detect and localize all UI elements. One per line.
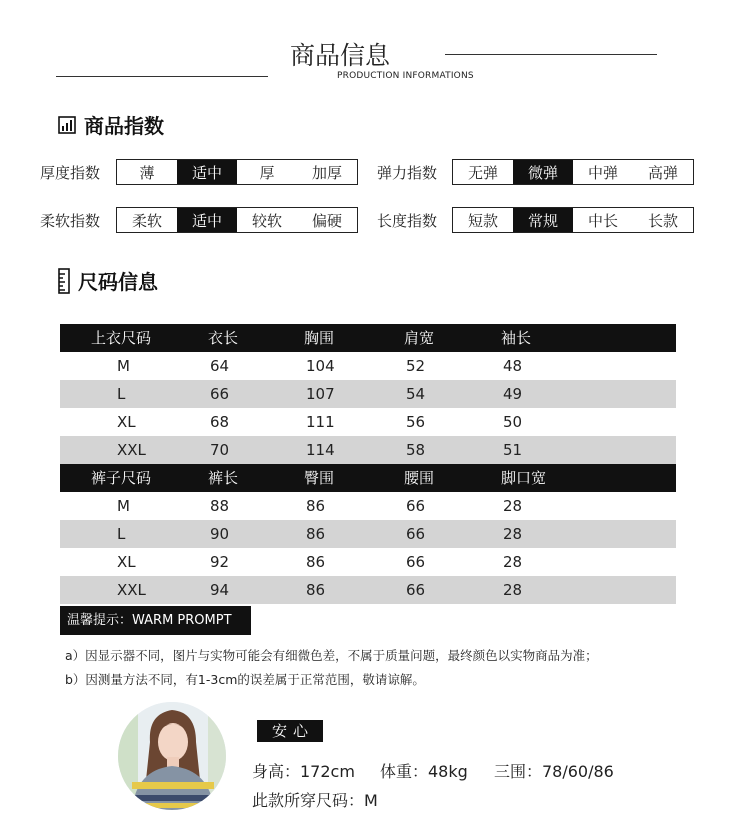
table-cell: 66 bbox=[406, 581, 426, 599]
index-label-elasticity: 弹力指数 bbox=[377, 164, 438, 182]
index-option: 微弹 bbox=[513, 160, 573, 184]
table-cell: 28 bbox=[503, 553, 523, 571]
table-header-cell: 袖长 bbox=[501, 329, 532, 347]
table-cell: 94 bbox=[210, 581, 230, 599]
table-header-cell: 肩宽 bbox=[404, 329, 435, 347]
table-cell: M bbox=[117, 357, 130, 375]
table-cell: L bbox=[117, 525, 126, 543]
table-cell: 92 bbox=[210, 553, 230, 571]
table-cell: L bbox=[117, 385, 126, 403]
index-option: 长款 bbox=[647, 211, 678, 230]
index-option: 较软 bbox=[251, 211, 282, 230]
table-header-cell: 上衣尺码 bbox=[91, 329, 152, 347]
table-row bbox=[60, 380, 676, 408]
table-cell: M bbox=[117, 497, 130, 515]
note-measurement-error: b）因测量方法不同，有1-3cm的误差属于正常范围，敬请谅解。 bbox=[65, 672, 425, 687]
table-cell: 64 bbox=[210, 357, 230, 375]
model-height: 身高：172cm bbox=[252, 762, 355, 781]
table-cell: 54 bbox=[406, 385, 426, 403]
table-cell: 111 bbox=[306, 413, 335, 431]
index-option: 加厚 bbox=[311, 163, 342, 182]
table-row bbox=[60, 352, 676, 380]
table-cell: 51 bbox=[503, 441, 523, 459]
table-header-cell: 胸围 bbox=[304, 329, 335, 347]
index-option: 常规 bbox=[513, 208, 573, 232]
table-header-cell: 裤子尺码 bbox=[91, 469, 152, 487]
index-option: 适中 bbox=[177, 160, 237, 184]
size-info-title: 尺码信息 bbox=[78, 270, 158, 294]
warm-prompt-badge: 温馨提示：WARM PROMPT bbox=[60, 606, 251, 635]
model-weight: 体重：48kg bbox=[380, 762, 468, 781]
index-options-length bbox=[452, 207, 694, 233]
table-cell: 66 bbox=[406, 525, 426, 543]
table-cell: 50 bbox=[503, 413, 523, 431]
table-cell: 70 bbox=[210, 441, 230, 459]
index-option: 中长 bbox=[587, 211, 618, 230]
table-cell: 49 bbox=[503, 385, 523, 403]
table-row bbox=[60, 548, 676, 576]
table-header-cell: 裤长 bbox=[208, 469, 239, 487]
table-cell: 66 bbox=[406, 497, 426, 515]
table-cell: 68 bbox=[210, 413, 230, 431]
table-cell: 66 bbox=[406, 553, 426, 571]
table-cell: 107 bbox=[306, 385, 335, 403]
table-row bbox=[60, 576, 676, 604]
table-header-cell: 腰围 bbox=[404, 469, 435, 487]
index-label-softness: 柔软指数 bbox=[40, 212, 101, 230]
size-table bbox=[60, 324, 676, 604]
table-header-cell: 脚口宽 bbox=[501, 469, 547, 487]
table-header-cell: 衣长 bbox=[208, 329, 239, 347]
size-info-heading bbox=[58, 266, 158, 295]
model-size-worn: 此款所穿尺码：M bbox=[252, 791, 378, 810]
index-option: 高弹 bbox=[647, 163, 678, 182]
index-option: 偏硬 bbox=[311, 211, 342, 230]
table-cell: 86 bbox=[306, 497, 326, 515]
model-measurements: 三围：78/60/86 bbox=[494, 762, 614, 781]
index-options-elasticity bbox=[452, 159, 694, 185]
index-option: 中弹 bbox=[587, 163, 618, 182]
table-cell: XXL bbox=[117, 441, 146, 459]
table-cell: XXL bbox=[117, 581, 146, 599]
page-subtitle: PRODUCTION INFORMATIONS bbox=[337, 71, 474, 81]
model-name-badge: 安心 bbox=[257, 720, 323, 742]
table-cell: 28 bbox=[503, 525, 523, 543]
table-cell: 28 bbox=[503, 581, 523, 599]
index-label-thickness: 厚度指数 bbox=[40, 164, 101, 182]
header-line-right bbox=[445, 54, 657, 55]
product-index-heading bbox=[58, 110, 164, 139]
table-header-row bbox=[60, 464, 676, 492]
index-option: 短款 bbox=[467, 211, 498, 230]
table-cell: 52 bbox=[406, 357, 426, 375]
index-option: 厚 bbox=[259, 163, 275, 182]
table-row bbox=[60, 520, 676, 548]
header-line-left bbox=[56, 76, 268, 77]
index-option: 适中 bbox=[177, 208, 237, 232]
index-option: 无弹 bbox=[467, 163, 498, 182]
ruler-icon bbox=[58, 268, 70, 294]
model-avatar bbox=[118, 702, 226, 810]
index-options-softness bbox=[116, 207, 358, 233]
bar-chart-icon bbox=[58, 116, 76, 134]
table-cell: 28 bbox=[503, 497, 523, 515]
page-title: 商品信息 bbox=[290, 41, 391, 70]
note-color-difference: a）因显示器不同，图片与实物可能会有细微色差，不属于质量问题，最终颜色以实物商品为准； bbox=[65, 648, 598, 663]
table-cell: XL bbox=[117, 413, 136, 431]
product-index-title: 商品指数 bbox=[84, 114, 164, 138]
table-cell: 90 bbox=[210, 525, 230, 543]
table-cell: XL bbox=[117, 553, 136, 571]
table-header-row bbox=[60, 324, 676, 352]
table-row bbox=[60, 408, 676, 436]
table-cell: 66 bbox=[210, 385, 230, 403]
table-cell: 88 bbox=[210, 497, 230, 515]
table-cell: 86 bbox=[306, 525, 326, 543]
table-row bbox=[60, 492, 676, 520]
table-header-cell: 臀围 bbox=[304, 469, 335, 487]
table-cell: 86 bbox=[306, 553, 326, 571]
table-cell: 48 bbox=[503, 357, 523, 375]
table-cell: 114 bbox=[306, 441, 335, 459]
table-row bbox=[60, 436, 676, 464]
index-options-thickness bbox=[116, 159, 358, 185]
table-cell: 86 bbox=[306, 581, 326, 599]
table-cell: 104 bbox=[306, 357, 335, 375]
index-option: 柔软 bbox=[131, 211, 162, 230]
table-cell: 56 bbox=[406, 413, 426, 431]
index-label-length: 长度指数 bbox=[377, 212, 438, 230]
table-cell: 58 bbox=[406, 441, 426, 459]
model-stats bbox=[252, 759, 614, 782]
index-option: 薄 bbox=[139, 163, 155, 182]
